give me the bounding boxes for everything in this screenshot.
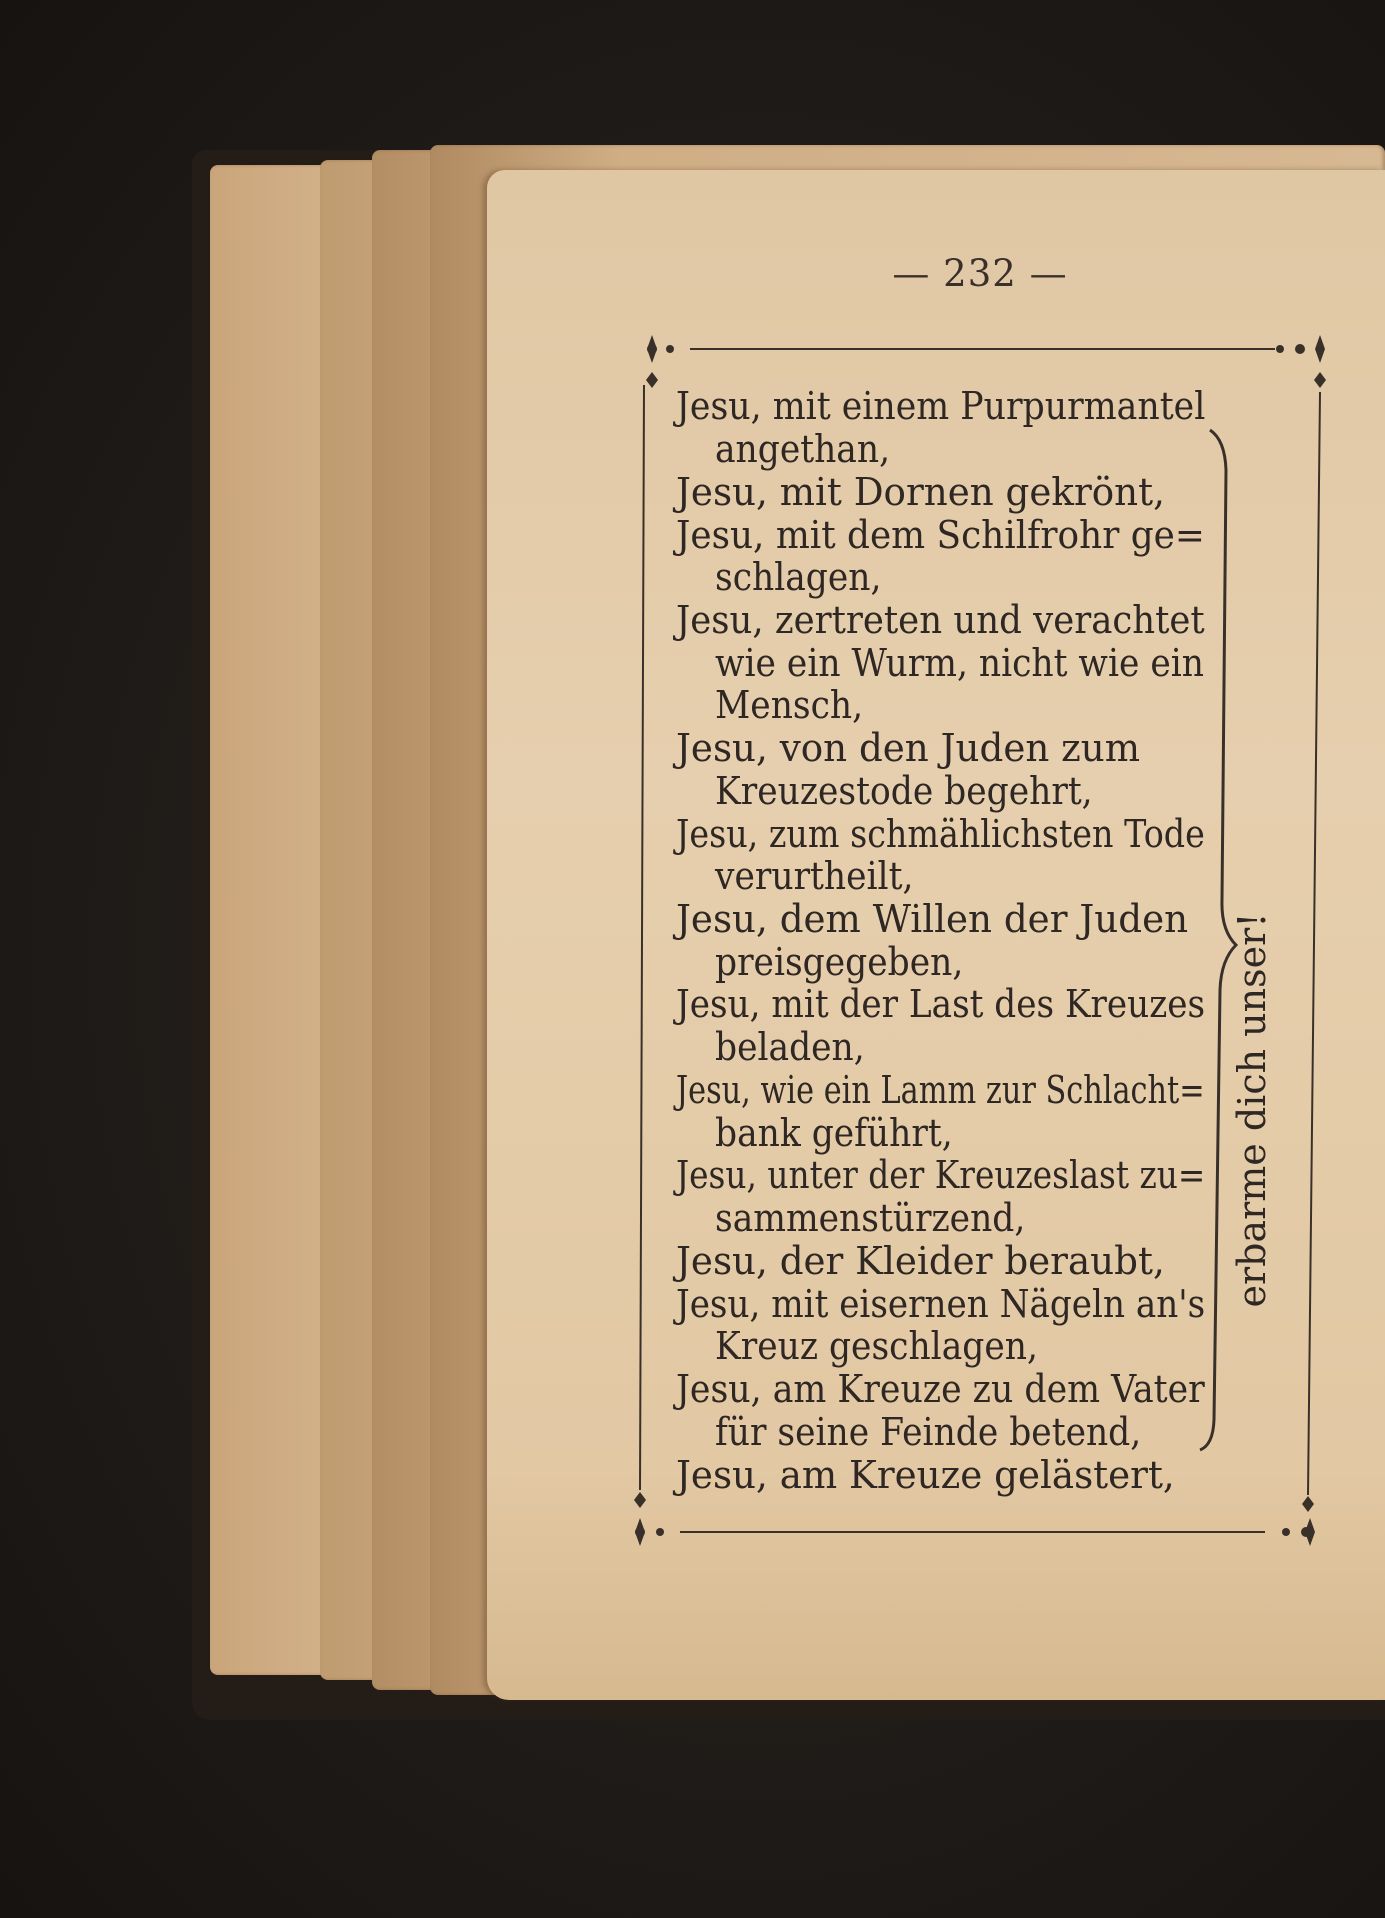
text-line: Jesu, mit eisernen Nägeln an's bbox=[676, 1282, 1206, 1326]
text-line: schlagen, bbox=[715, 555, 882, 599]
text-line: Jesu, dem Willen der Juden bbox=[676, 897, 1189, 941]
text-line: Mensch, bbox=[715, 683, 864, 727]
text-line: verurtheilt, bbox=[715, 854, 914, 898]
text-line: Jesu, von den Juden zum bbox=[676, 726, 1141, 770]
text-line: Jesu, unter der Kreuzeslast zu= bbox=[676, 1153, 1206, 1197]
text-line: preisgegeben, bbox=[715, 940, 964, 984]
text-line: angethan, bbox=[715, 427, 891, 471]
text-line: Jesu, zum schmählichsten Tode bbox=[676, 812, 1205, 856]
text-line: Jesu, der Kleider beraubt, bbox=[676, 1239, 1165, 1283]
text-line: Kreuz geschlagen, bbox=[715, 1324, 1038, 1368]
text-line: Kreuzestode begehrt, bbox=[715, 769, 1093, 813]
text-line: bank geführt, bbox=[715, 1111, 953, 1155]
text-line: sammenstürzend, bbox=[715, 1196, 1026, 1240]
text-line: Jesu, mit Dornen gekrönt, bbox=[676, 470, 1165, 514]
text-line: Jesu, am Kreuze gelästert, bbox=[676, 1453, 1175, 1497]
text-line: für seine Feinde betend, bbox=[715, 1410, 1142, 1454]
refrain-text: erbarme dich unser! bbox=[1230, 912, 1274, 1308]
text-line: Jesu, am Kreuze zu dem Vater bbox=[676, 1367, 1205, 1411]
page-number: — 232 — bbox=[892, 252, 1068, 295]
text-line: Jesu, zertreten und verachtet bbox=[676, 598, 1205, 642]
text-line: Jesu, mit der Last des Kreuzes bbox=[676, 982, 1206, 1026]
text-line: Jesu, mit dem Schilfrohr ge= bbox=[676, 513, 1205, 557]
text-line: Jesu, wie ein Lamm zur Schlacht= bbox=[676, 1068, 1205, 1112]
text-line: beladen, bbox=[715, 1025, 865, 1069]
text-line: wie ein Wurm, nicht wie ein bbox=[715, 641, 1204, 685]
text-line: Jesu, mit einem Purpurmantel bbox=[676, 384, 1206, 428]
